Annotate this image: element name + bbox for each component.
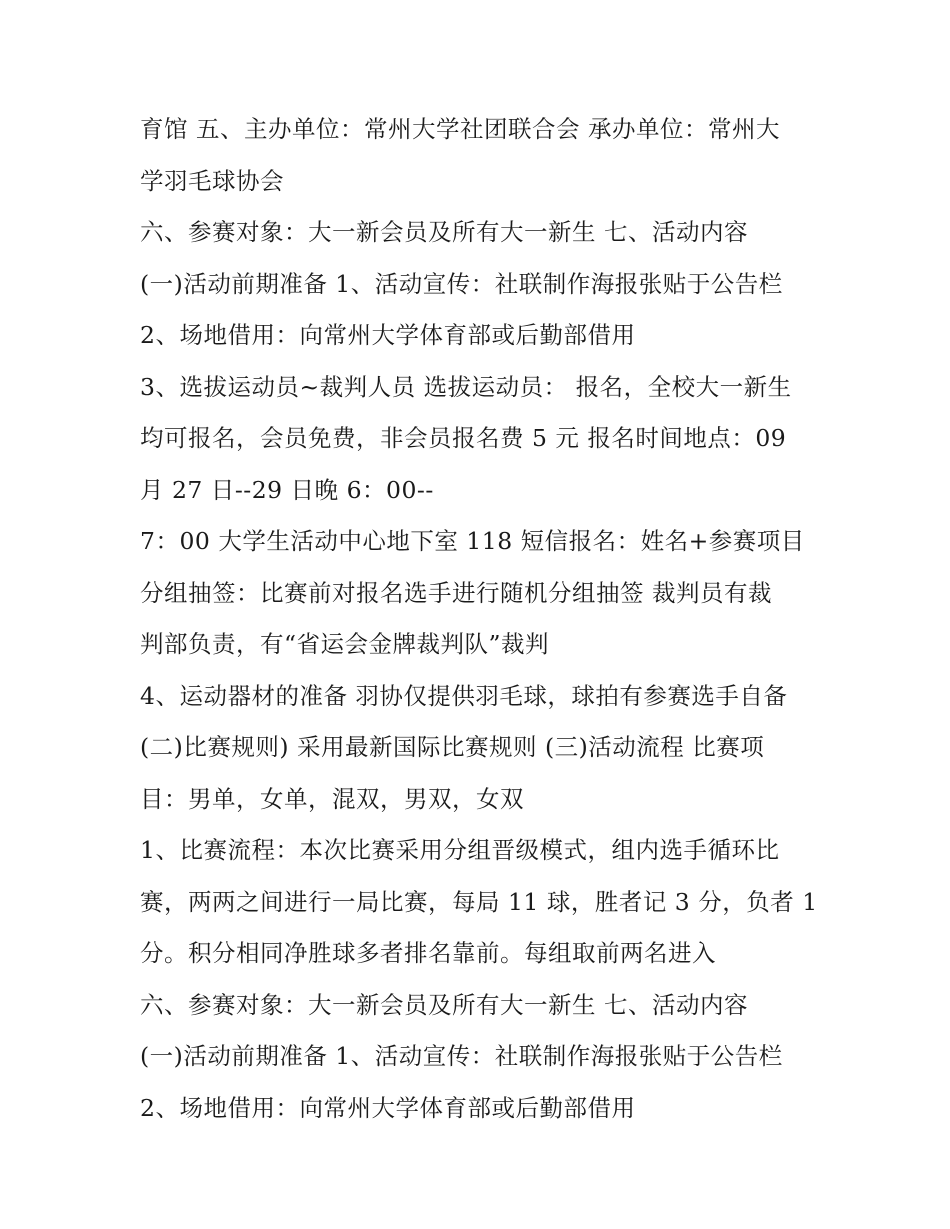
text-line: 3、选拔运动员~裁判人员 选拔运动员： 报名，全校大一新生 bbox=[140, 372, 792, 401]
text-line: (一)活动前期准备 1、活动宣传：社联制作海报张贴于公告栏 bbox=[140, 1042, 783, 1070]
text-line: 2、场地借用：向常州大学体育部或后勤部借用 bbox=[140, 321, 636, 349]
text-line: (一)活动前期准备 1、活动宣传：社联制作海报张贴于公告栏 bbox=[140, 269, 783, 298]
text-line: 4、运动器材的准备 羽协仅提供羽毛球，球拍有参赛选手自备 bbox=[140, 681, 788, 710]
text-line: 分。积分相同净胜球多者排名靠前。每组取前两名进入 bbox=[140, 939, 716, 967]
text-line: 赛，两两之间进行一局比赛，每局 11 球，胜者记 3 分，负者 1 bbox=[140, 887, 818, 916]
text-line: 六、参赛对象：大一新会员及所有大一新生 七、活动内容 bbox=[140, 990, 748, 1019]
text-line: 育馆 五、主办单位：常州大学社团联合会 承办单位：常州大 bbox=[140, 115, 780, 143]
text-line: 目：男单，女单，混双，男双，女双 bbox=[140, 784, 524, 813]
text-line: 7：00 大学生活动中心地下室 118 短信报名：姓名+参赛项目 bbox=[140, 527, 805, 555]
text-line: 2、场地借用：向常州大学体育部或后勤部借用 bbox=[140, 1093, 636, 1122]
text-line: 均可报名，会员免费，非会员报名费 5 元 报名时间地点：09 bbox=[140, 424, 787, 452]
text-line: 1、比赛流程：本次比赛采用分组晋级模式，组内选手循环比 bbox=[140, 836, 780, 864]
text-line: 学羽毛球协会 bbox=[140, 166, 284, 195]
text-line: 判部负责，有“省运会金牌裁判队”裁判 bbox=[140, 630, 550, 658]
text-line: 月 27 日--29 日晚 6：00-- bbox=[140, 475, 434, 504]
text-line: 分组抽签：比赛前对报名选手进行随机分组抽签 裁判员有裁 bbox=[140, 578, 772, 607]
text-line: (二)比赛规则) 采用最新国际比赛规则 (三)活动流程 比赛项 bbox=[140, 733, 765, 761]
document-body bbox=[140, 104, 820, 1134]
text-line: 六、参赛对象：大一新会员及所有大一新生 七、活动内容 bbox=[140, 218, 748, 246]
